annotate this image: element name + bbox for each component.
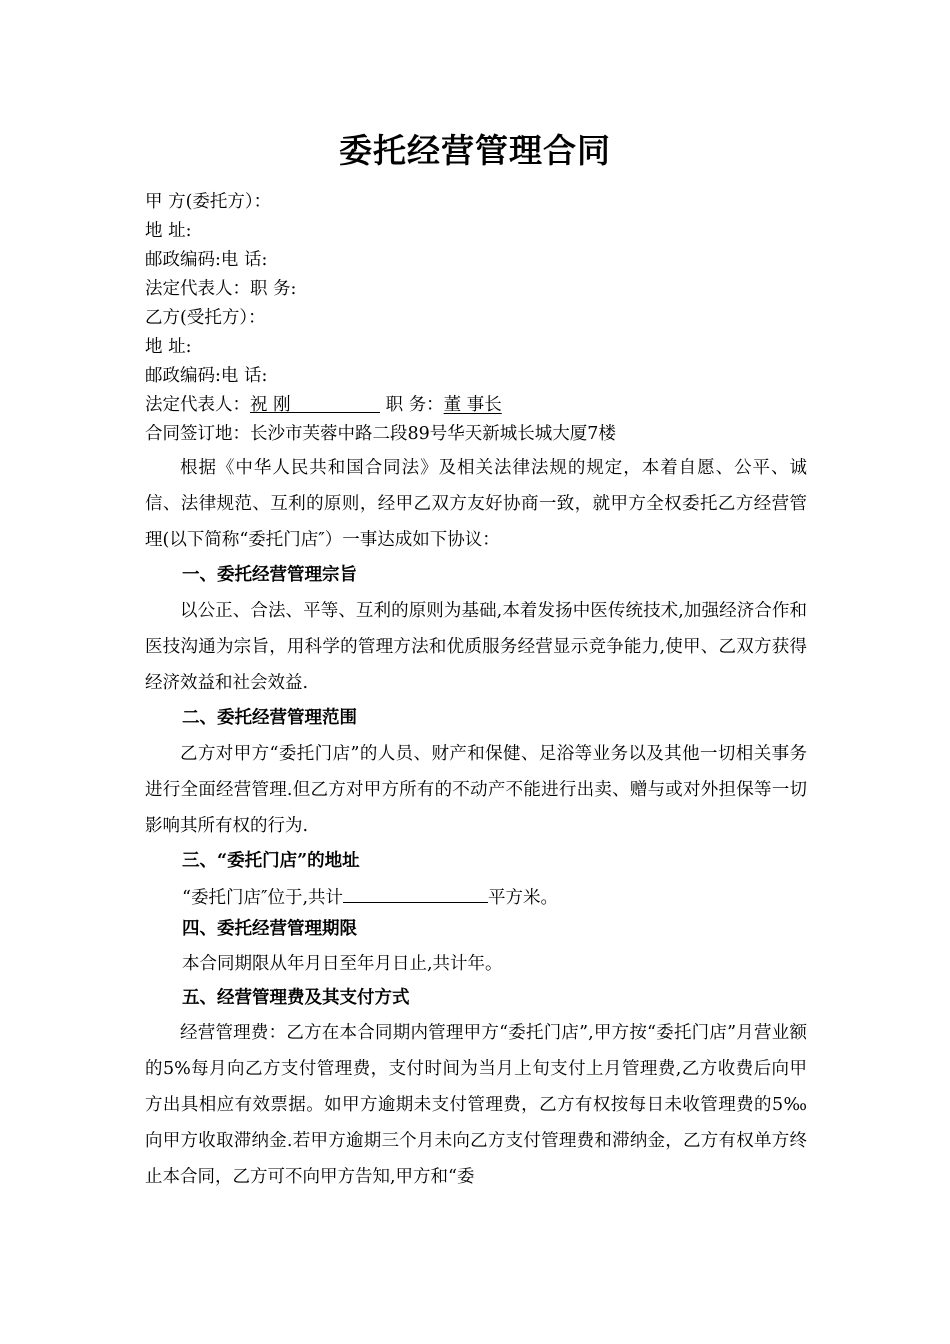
section-2-heading: 二、委托经营管理范围 xyxy=(182,708,357,728)
post-label: 职 务： xyxy=(385,395,444,415)
party-a-postal-phone: 邮政编码:电 话: xyxy=(145,250,268,270)
section-4-body: 本合同期限从年月日至年月日止,共计年。 xyxy=(182,954,503,974)
rep-label: 法定代表人： xyxy=(145,395,250,415)
section-5-body: 经营管理费：乙方在本合同期内管理甲方“委托门店”,甲方按“委托门店”月营业额的5%每月向乙方支付管理费，支付时间为当月上旬支付上月管理费,乙方收费后向甲方出具相应有效票据。如甲方逾期未支付管理费，乙方有权按每日未收管理费的5‰向甲方收取滞纳金.若甲方逾期三个月未向乙方支付管理费和滞纳金，乙方有权单方终止本合同，乙方可不向甲方告知,甲方和“委 xyxy=(145,1023,807,1187)
party-b-postal-phone: 邮政编码:电 话: xyxy=(145,366,268,386)
section-1-body: 以公正、合法、平等、互利的原则为基础,本着发扬中医传统技术,加强经济合作和医技沟通为宗旨，用科学的管理方法和优质服务经营显示竞争能力,使甲、乙双方获得经济效益和社会效益. xyxy=(145,601,807,693)
store-location-text: “委托门店″位于,共计 xyxy=(182,888,344,908)
party-a-line: 甲 方(委托方）： xyxy=(145,192,272,212)
rep-name: 祝 刚 xyxy=(250,395,291,415)
section-3-heading: 三、“委托门店”的地址 xyxy=(182,851,360,871)
area-unit: 平方米。 xyxy=(488,888,559,908)
section-2-body: 乙方对甲方“委托门店”的人员、财产和保健、足浴等业务以及其他一切相关事务进行全面经营管理.但乙方对甲方所有的不动产不能进行出卖、赠与或对外担保等一切影响其所有权的行为. xyxy=(145,744,807,836)
intro-paragraph: 根据《中华人民共和国合同法》及相关法律法规的规定，本着自愿、公平、诚信、法律规范、互利的原则，经甲乙双方友好协商一致，就甲方全权委托乙方经营管理(以下简称“委托门店″）一事达成如下协议： xyxy=(145,458,807,550)
party-a-address: 地 址: xyxy=(145,221,192,241)
sign-place: 合同签订地：长沙市芙蓉中路二段89号华天新城长城大厦7楼 xyxy=(145,424,616,444)
section-4-heading: 四、委托经营管理期限 xyxy=(182,919,357,939)
area-blank-field xyxy=(343,884,488,903)
rep-name-field xyxy=(250,394,380,413)
party-b-address: 地 址: xyxy=(145,337,192,357)
party-b-representative xyxy=(145,394,502,416)
document-title: 委托经营管理合同 xyxy=(339,131,611,170)
rep-post: 董 事长 xyxy=(443,395,502,415)
party-a-representative: 法定代表人：职 务: xyxy=(145,279,297,299)
section-3-body xyxy=(182,884,558,909)
party-b-line: 乙方(受托方）： xyxy=(145,308,266,328)
section-1-heading: 一、委托经营管理宗旨 xyxy=(182,565,357,585)
section-5-heading: 五、经营管理费及其支付方式 xyxy=(182,988,410,1008)
